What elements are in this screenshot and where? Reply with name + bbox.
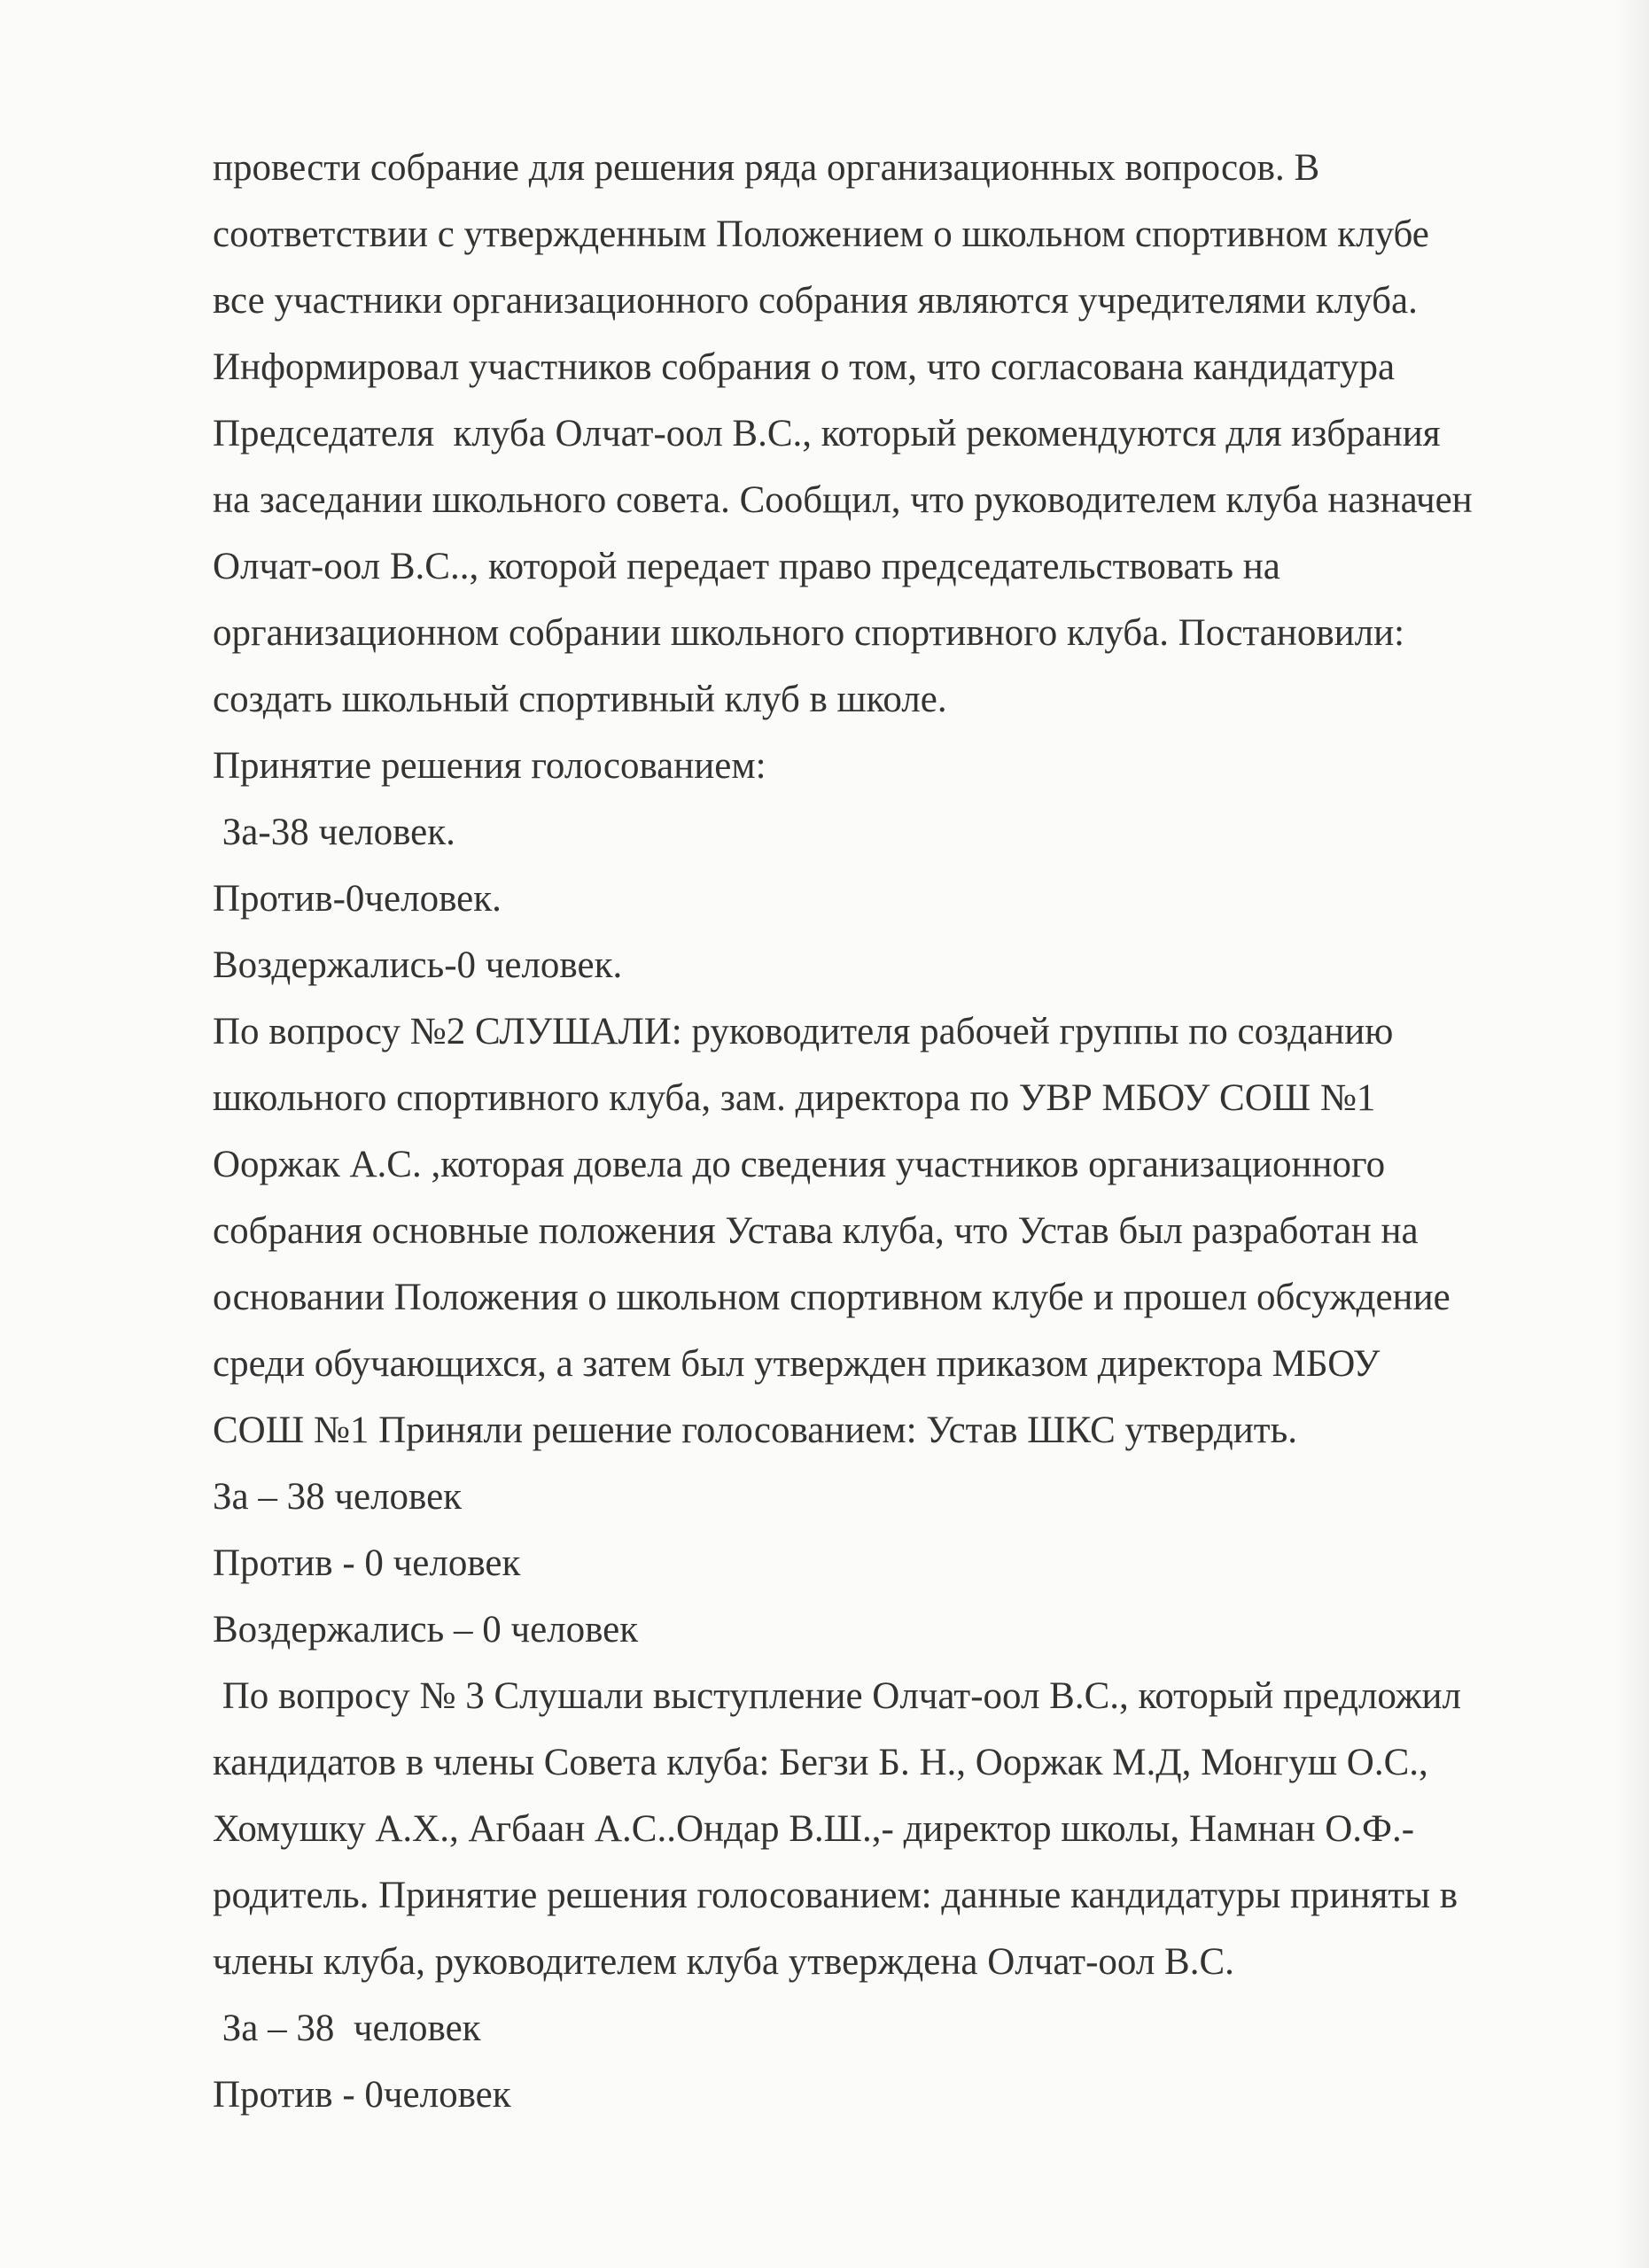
text-line: Председателя клуба Олчат-оол В.С., который рекомендуются для избрания [213,413,1441,454]
vote-heading: Принятие решения голосованием: [213,745,766,787]
text-line: кандидатов в члены Совета клуба: Бегзи Б. Н., Ооржак М.Д, Монгуш О.С., [213,1742,1428,1783]
vote-against: Против - 0человек [213,2074,511,2116]
text-line: провести собрание для решения ряда организационных вопросов. В [213,147,1320,189]
text-line: По вопросу №2 СЛУШАЛИ: руководителя рабочей группы по созданию [213,1011,1394,1052]
text-line: По вопросу № 3 Слушали выступление Олчат-оол В.С., который предложил [213,1675,1462,1717]
text-line: организационном собрании школьного спортивного клуба. Постановили: [213,612,1405,654]
text-line: родитель. Принятие решения голосованием: данные кандидатуры приняты в [213,1875,1458,1916]
text-line: создать школьный спортивный клуб в школе. [213,679,947,720]
text-line: Хомушку А.Х., Агбаан А.С..Ондар В.Ш.,- директор школы, Намнан О.Ф.- [213,1808,1415,1850]
text-line: все участники организационного собрания являются учредителями клуба. [213,280,1418,322]
text-line: школьного спортивного клуба, зам. директора по УВР МБОУ СОШ №1 [213,1077,1376,1119]
vote-against: Против-0человек. [213,878,502,920]
vote-abstained: Воздержались – 0 человек [213,1609,639,1651]
document-body [213,135,1524,2128]
vote-against: Против - 0 человек [213,1542,521,1584]
text-line: Ооржак А.С. ,которая довела до сведения участников организационного [213,1144,1386,1185]
page-edge-shadow [1617,0,1649,2268]
text-line: основании Положения о школьном спортивном клубе и прошел обсуждение [213,1277,1451,1318]
text-line: среди обучающихся, а затем был утвержден приказом директора МБОУ [213,1343,1381,1385]
text-line: СОШ №1 Приняли решение голосованием: Устав ШКС утвердить. [213,1410,1297,1451]
vote-for: За – 38 человек [213,2008,481,2049]
vote-abstained: Воздержались-0 человек. [213,944,623,986]
text-line: Олчат-оол В.С.., которой передает право председательствовать на [213,546,1280,587]
text-line: собрания основные положения Устава клуба, что Устав был разработан на [213,1210,1419,1252]
vote-for: За-38 человек. [213,812,455,853]
text-line: Информировал участников собрания о том, что согласована кандидатура [213,346,1396,388]
text-line: члены клуба, руководителем клуба утверждена Олчат-оол В.С. [213,1941,1234,1983]
text-line: соответствии с утвержденным Положением о школьном спортивном клубе [213,214,1429,255]
vote-for: За – 38 человек [213,1476,463,1518]
text-line: на заседании школьного совета. Сообщил, что руководителем клуба назначен [213,479,1473,521]
